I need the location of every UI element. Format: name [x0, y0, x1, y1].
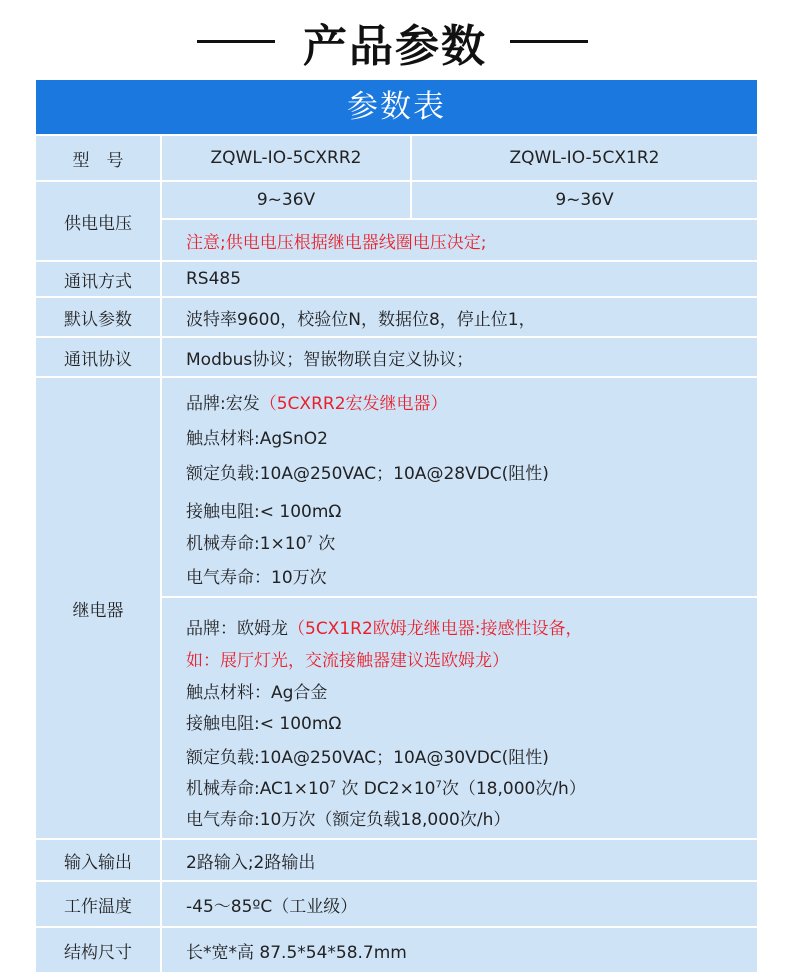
power-note: 注意;供电电压根据继电器线圈电压决定; — [186, 232, 487, 253]
comm-mode-value: RS485 — [186, 269, 242, 289]
io-value: 2路输入;2路输出 — [186, 852, 316, 873]
relay2-elec-life: 电气寿命:10万次（额定负载18,000次/h） — [186, 810, 511, 830]
relay2-brand-note-2: 如：展厅灯光，交流接触器建议选欧姆龙） — [186, 651, 509, 671]
power-value-2: 9~36V — [555, 190, 614, 210]
relay-block-hongfa — [162, 378, 757, 596]
page-title: 产品参数 — [303, 21, 487, 72]
relay1-mech-life-text: 机械寿命:1×10 — [186, 534, 307, 554]
temp-value: -45～85ºC（工业级） — [186, 896, 358, 917]
defaults-value: 波特率9600，校验位N，数据位8，停止位1， — [186, 309, 536, 330]
grid-hline — [36, 134, 757, 136]
grid-hline — [36, 296, 757, 298]
relay2-brand-note-1: （5CX1R2欧姆龙继电器:接感性设备， — [288, 619, 583, 639]
relay1-rated-load: 额定负载:10A@250VAC；10A@28VDC(阻性) — [186, 464, 549, 484]
grid-hline — [36, 180, 757, 182]
relay2-brand — [186, 614, 583, 639]
size-value: 长*宽*高 87.5*54*58.7mm — [186, 942, 407, 963]
relay1-brand — [186, 389, 448, 414]
label-relay: 继电器 — [72, 600, 124, 621]
relay2-mech-life-c: 次（18,000次/h） — [441, 779, 586, 799]
relay2-brand-text: 品牌：欧姆龙 — [186, 619, 288, 639]
relay2-mech-life-a: 机械寿命:AC1×10 — [186, 779, 330, 799]
label-power: 供电电压 — [64, 213, 132, 234]
page-title-row — [0, 0, 790, 80]
relay2-material: 触点材料：Ag合金 — [186, 683, 328, 703]
relay1-elec-life: 电气寿命：10万次 — [186, 568, 327, 588]
grid-hline — [36, 880, 757, 882]
label-defaults: 默认参数 — [64, 309, 132, 330]
table-title: 参数表 — [36, 80, 757, 134]
relay2-resistance: 接触电阻:< 100mΩ — [186, 714, 342, 734]
label-io: 输入输出 — [64, 852, 132, 873]
title-decoration-right — [510, 40, 588, 43]
label-size: 结构尺寸 — [64, 942, 132, 963]
label-comm-mode: 通讯方式 — [64, 271, 132, 292]
label-temp: 工作温度 — [64, 896, 132, 917]
model-value-2: ZQWL-IO-5CX1R2 — [509, 148, 660, 168]
grid-hline — [36, 376, 757, 378]
relay1-resistance: 接触电阻:< 100mΩ — [186, 502, 342, 522]
label-protocol: 通讯协议 — [64, 349, 132, 370]
relay-block-omron — [162, 598, 757, 838]
grid-vline-model — [410, 134, 412, 220]
relay1-mech-life — [186, 529, 335, 554]
protocol-value: Modbus协议；智嵌物联自定义协议； — [186, 349, 474, 370]
relay1-material: 触点材料:AgSnO2 — [186, 429, 328, 449]
grid-hline — [36, 926, 757, 928]
relay1-brand-text: 品牌:宏发 — [186, 394, 260, 414]
relay2-mech-life — [186, 774, 586, 799]
grid-hline — [36, 838, 757, 840]
grid-hline — [36, 336, 757, 338]
relay1-mech-life-unit: 次 — [312, 534, 336, 554]
label-model: 型 号 — [72, 150, 124, 171]
power-value-1: 9~36V — [256, 190, 316, 210]
model-value-1: ZQWL-IO-5CXRR2 — [210, 148, 362, 168]
relay2-mech-life-exp2: 7 — [435, 779, 442, 791]
relay1-mech-life-exp: 7 — [306, 534, 313, 546]
grid-hline — [36, 260, 757, 262]
relay2-mech-life-b: 次 DC2×10 — [336, 779, 436, 799]
relay2-mech-life-exp1: 7 — [329, 779, 336, 791]
grid-hline — [162, 596, 757, 598]
grid-hline — [162, 218, 757, 220]
spec-table — [36, 80, 757, 972]
relay2-rated-load: 额定负载:10A@250VAC；10A@30VDC(阻性) — [186, 748, 549, 768]
relay1-brand-note: （5CXRR2宏发继电器） — [259, 394, 448, 414]
